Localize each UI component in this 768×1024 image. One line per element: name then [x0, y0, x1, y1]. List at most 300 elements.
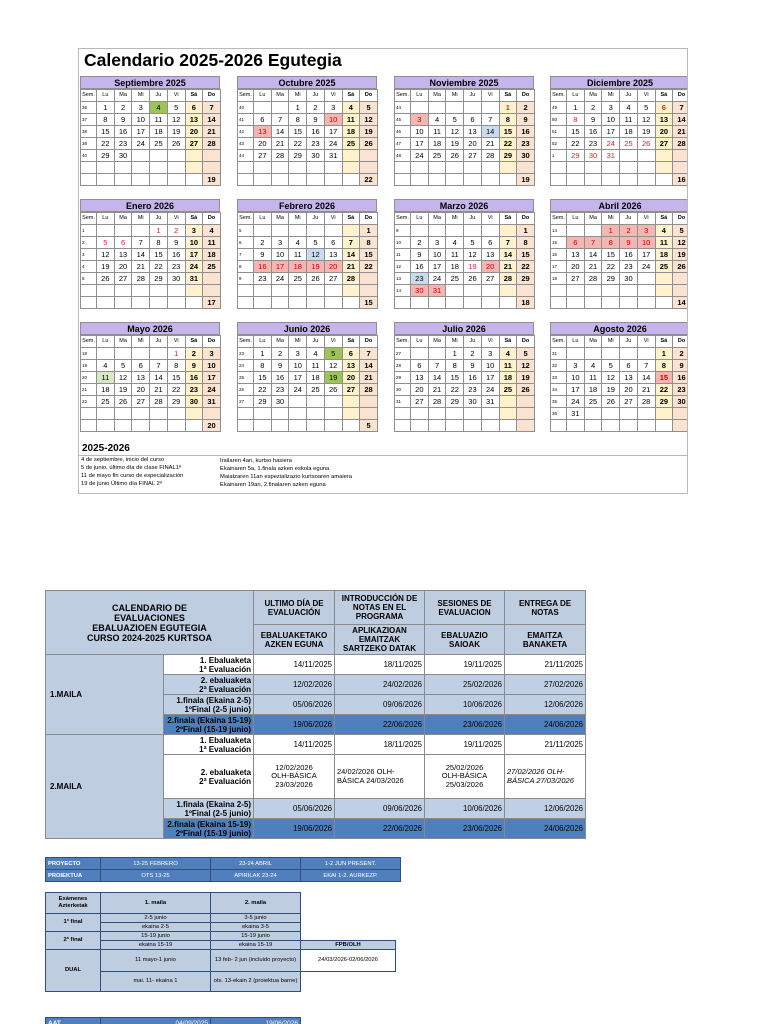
day-cell: 10 — [185, 237, 203, 249]
empty-cell — [81, 297, 97, 309]
week-number: 41 — [238, 114, 254, 126]
blank-cell — [301, 914, 396, 923]
day-cell — [360, 273, 378, 285]
day-cell — [132, 225, 150, 237]
month-total: 17 — [203, 297, 221, 309]
empty-cell — [428, 420, 446, 432]
day-cell: 13 — [132, 372, 150, 384]
day-cell: 30 — [185, 396, 203, 408]
eval-title-l1: CALENDARIO DE — [112, 602, 188, 613]
day-cell: 25 — [203, 261, 221, 273]
day-cell — [114, 162, 132, 174]
empty-cell — [289, 174, 307, 186]
day-cell: 9 — [517, 114, 535, 126]
empty-cell — [567, 174, 585, 186]
month-name: Noviembre 2025 — [394, 76, 534, 89]
empty-cell — [567, 297, 585, 309]
eval-name: 2.finala (Ekaina 15-19) 2ºFinal (15-19 junio) — [164, 715, 254, 735]
day-cell: 20 — [620, 384, 638, 396]
empty-cell — [97, 420, 115, 432]
day-cell: 28 — [342, 273, 360, 285]
empty-cell — [132, 297, 150, 309]
day-cell: 13 — [567, 249, 585, 261]
week-number: 44 — [238, 150, 254, 162]
day-cell: 2 — [517, 102, 535, 114]
day-cell — [584, 285, 602, 297]
day-cell: 14 — [271, 126, 289, 138]
project-table — [45, 857, 401, 882]
day-cell — [307, 162, 325, 174]
empty-cell — [254, 420, 272, 432]
day-cell: 26 — [602, 396, 620, 408]
week-number: 17 — [551, 261, 567, 273]
date-cell-multi: 25/02/2026 OLH-BÁSICA 25/03/2026 — [425, 755, 505, 799]
weekday-header: Lu — [254, 336, 272, 348]
month-block — [237, 322, 377, 432]
day-cell: 30 — [114, 150, 132, 162]
month-name: Marzo 2026 — [394, 199, 534, 212]
day-cell: 27 — [655, 138, 673, 150]
day-cell: 10 — [637, 237, 655, 249]
exams-col-2: 2. maila — [211, 893, 301, 914]
empty-cell — [499, 297, 517, 309]
weekday-header: Do — [203, 336, 221, 348]
weekday-header: Lu — [567, 90, 585, 102]
day-cell: 1 — [150, 225, 168, 237]
day-cell — [271, 408, 289, 420]
day-cell: 21 — [150, 384, 168, 396]
day-cell: 5 — [114, 360, 132, 372]
day-cell: 11 — [620, 114, 638, 126]
day-cell: 14 — [150, 372, 168, 384]
month-name: Mayo 2026 — [80, 322, 220, 335]
weekday-header: Ma — [584, 90, 602, 102]
exam-cell: 15-19 junio — [101, 932, 211, 941]
weekday-header: Do — [673, 336, 688, 348]
week-number: 15 — [551, 237, 567, 249]
day-cell — [499, 408, 517, 420]
day-cell: 20 — [324, 261, 342, 273]
empty-cell — [324, 420, 342, 432]
academic-calendar — [78, 48, 688, 494]
weekday-header: Lu — [254, 213, 272, 225]
day-cell: 18 — [428, 138, 446, 150]
weekday-header: Sá — [342, 90, 360, 102]
day-cell: 29 — [254, 396, 272, 408]
day-cell: 25 — [446, 273, 464, 285]
day-cell: 7 — [342, 237, 360, 249]
day-cell: 17 — [602, 126, 620, 138]
weekday-header: Do — [517, 213, 535, 225]
day-cell: 7 — [132, 237, 150, 249]
day-cell: 1 — [254, 348, 272, 360]
day-cell — [324, 285, 342, 297]
day-cell: 24 — [203, 384, 221, 396]
week-number: 4 — [81, 261, 97, 273]
day-cell: 6 — [185, 102, 203, 114]
day-cell: 2 — [185, 348, 203, 360]
day-cell: 5 — [602, 360, 620, 372]
eval-title-l4: CURSO 2024-2025 KURTSOA — [86, 632, 213, 643]
project-cell: 1-2 JUN PRESENT. — [301, 858, 401, 870]
exam-cell: ots. 13-ekain 2 (proiektua barne) — [211, 972, 301, 992]
legend-es-3: 11 de mayo fin curso de especialización — [81, 473, 184, 479]
day-cell: 9 — [271, 360, 289, 372]
day-cell: 31 — [185, 273, 203, 285]
day-cell: 26 — [324, 384, 342, 396]
day-cell: 4 — [203, 225, 221, 237]
day-cell: 12 — [324, 360, 342, 372]
weekday-header: Mi — [289, 336, 307, 348]
day-cell: 15 — [517, 249, 535, 261]
empty-cell — [481, 420, 499, 432]
week-number: 24 — [238, 360, 254, 372]
week-number: 31 — [551, 348, 567, 360]
month-days-table — [550, 335, 688, 432]
date-cell: 27/02/2026 — [505, 675, 586, 695]
day-cell — [464, 162, 482, 174]
month-block — [80, 322, 220, 432]
day-cell: 21 — [673, 126, 688, 138]
date-cell: 09/06/2026 — [335, 799, 425, 819]
day-cell: 23 — [185, 384, 203, 396]
day-cell: 10 — [271, 249, 289, 261]
date-cell: 25/02/2026 — [425, 675, 505, 695]
week-number — [81, 162, 97, 174]
exam-cell: mai. 11- ekaina 1 — [101, 972, 211, 992]
day-cell — [271, 102, 289, 114]
day-cell — [132, 348, 150, 360]
week-number: 5 — [238, 225, 254, 237]
empty-cell — [602, 297, 620, 309]
day-cell: 7 — [428, 360, 446, 372]
empty-cell — [567, 420, 585, 432]
day-cell: 3 — [289, 348, 307, 360]
day-cell — [481, 102, 499, 114]
week-number — [238, 162, 254, 174]
day-cell: 30 — [307, 150, 325, 162]
exam-cell: ekaina 2-5 — [101, 923, 211, 932]
aat-end: 19/06/2026 — [211, 1018, 301, 1024]
day-cell: 12 — [602, 372, 620, 384]
day-cell — [584, 162, 602, 174]
day-cell — [132, 408, 150, 420]
day-cell: 23 — [411, 273, 429, 285]
day-cell: 6 — [655, 102, 673, 114]
empty-cell — [271, 420, 289, 432]
weekday-header: Ma — [114, 336, 132, 348]
day-cell — [517, 408, 535, 420]
maila-2-label: 2.MAILA — [46, 735, 164, 839]
weekday-header: Ma — [271, 90, 289, 102]
day-cell: 20 — [114, 261, 132, 273]
weekday-header: Vi — [324, 213, 342, 225]
weekday-header: Do — [673, 90, 688, 102]
week-number: 14 — [551, 225, 567, 237]
week-number: 10 — [395, 237, 411, 249]
day-cell: 15 — [97, 126, 115, 138]
day-cell — [584, 225, 602, 237]
day-cell — [271, 285, 289, 297]
day-cell: 3 — [271, 237, 289, 249]
day-cell: 24 — [411, 150, 429, 162]
day-cell — [167, 285, 185, 297]
day-cell: 29 — [150, 273, 168, 285]
day-cell: 17 — [271, 261, 289, 273]
day-cell: 9 — [307, 114, 325, 126]
weekday-header: Vi — [167, 213, 185, 225]
day-cell — [428, 408, 446, 420]
day-cell: 3 — [567, 360, 585, 372]
day-cell: 23 — [464, 384, 482, 396]
weekday-header: Sá — [499, 90, 517, 102]
day-cell: 26 — [307, 273, 325, 285]
day-cell: 21 — [428, 384, 446, 396]
day-cell: 29 — [567, 150, 585, 162]
day-cell: 30 — [464, 396, 482, 408]
day-cell — [637, 273, 655, 285]
day-cell: 4 — [97, 360, 115, 372]
empty-cell — [324, 174, 342, 186]
day-cell: 4 — [307, 348, 325, 360]
day-cell — [655, 408, 673, 420]
empty-cell — [411, 297, 429, 309]
weekday-header: Vi — [637, 336, 655, 348]
empty-cell — [395, 297, 411, 309]
day-cell: 17 — [567, 384, 585, 396]
maila-1-label: 1.MAILA — [46, 655, 164, 735]
day-cell — [584, 348, 602, 360]
day-cell: 5 — [673, 225, 688, 237]
weekday-header: Sá — [499, 336, 517, 348]
day-cell: 16 — [307, 126, 325, 138]
week-number: 29 — [395, 372, 411, 384]
week-number: 30 — [395, 384, 411, 396]
day-cell: 5 — [517, 348, 535, 360]
day-cell: 6 — [464, 114, 482, 126]
day-cell: 13 — [324, 249, 342, 261]
day-cell: 23 — [271, 384, 289, 396]
day-cell: 27 — [620, 396, 638, 408]
day-cell — [307, 396, 325, 408]
empty-cell — [584, 297, 602, 309]
day-cell — [185, 150, 203, 162]
empty-cell — [150, 420, 168, 432]
weekday-header: Do — [360, 336, 378, 348]
day-cell — [567, 225, 585, 237]
blank-cell — [301, 932, 396, 941]
date-cell: 18/11/2025 — [335, 735, 425, 755]
month-total: 20 — [203, 420, 221, 432]
day-cell — [114, 348, 132, 360]
day-cell: 8 — [499, 114, 517, 126]
empty-cell — [132, 420, 150, 432]
day-cell — [150, 408, 168, 420]
empty-cell — [342, 174, 360, 186]
day-cell: 7 — [150, 360, 168, 372]
week-number: 36 — [81, 102, 97, 114]
empty-cell — [97, 297, 115, 309]
week-number: 27 — [395, 348, 411, 360]
week-number: 43 — [238, 138, 254, 150]
day-cell: 3 — [481, 348, 499, 360]
day-cell — [620, 150, 638, 162]
day-cell: 21 — [584, 261, 602, 273]
day-cell: 12 — [360, 114, 378, 126]
weekday-header: Ju — [464, 90, 482, 102]
day-cell: 25 — [150, 138, 168, 150]
empty-cell — [602, 174, 620, 186]
day-cell: 7 — [271, 114, 289, 126]
month-total: 19 — [517, 174, 535, 186]
weekday-header: Sá — [342, 213, 360, 225]
day-cell: 8 — [602, 237, 620, 249]
empty-cell — [620, 297, 638, 309]
week-number: 9 — [238, 273, 254, 285]
date-cell: 19/11/2025 — [425, 735, 505, 755]
day-cell — [114, 285, 132, 297]
day-cell: 1 — [289, 102, 307, 114]
day-cell: 27 — [324, 273, 342, 285]
day-cell: 12 — [114, 372, 132, 384]
day-cell — [655, 285, 673, 297]
day-cell — [637, 150, 655, 162]
day-cell — [360, 285, 378, 297]
day-cell: 5 — [307, 237, 325, 249]
weekday-header: Sem. — [551, 336, 567, 348]
month-total: 14 — [673, 297, 688, 309]
empty-cell — [185, 420, 203, 432]
day-cell: 29 — [655, 396, 673, 408]
empty-cell — [481, 297, 499, 309]
day-cell: 3 — [602, 102, 620, 114]
day-cell — [271, 225, 289, 237]
week-number: 32 — [551, 360, 567, 372]
date-cell: 12/02/2026 — [254, 675, 335, 695]
weekday-header: Vi — [167, 90, 185, 102]
empty-cell — [551, 297, 567, 309]
empty-cell — [464, 420, 482, 432]
day-cell — [342, 396, 360, 408]
day-cell: 19 — [114, 384, 132, 396]
day-cell: 27 — [481, 273, 499, 285]
week-number: 16 — [551, 249, 567, 261]
date-cell: 14/11/2025 — [254, 655, 335, 675]
exam-cell: ekaina 3-5 — [211, 923, 301, 932]
weekday-header: Vi — [481, 213, 499, 225]
day-cell: 19 — [673, 249, 688, 261]
empty-cell — [481, 174, 499, 186]
day-cell: 2 — [673, 348, 688, 360]
day-cell — [254, 225, 272, 237]
week-number: 18 — [551, 273, 567, 285]
week-number: 1 — [551, 150, 567, 162]
week-number: 12 — [395, 261, 411, 273]
day-cell: 7 — [637, 360, 655, 372]
day-cell — [620, 348, 638, 360]
empty-cell — [620, 174, 638, 186]
month-days-table — [237, 89, 378, 186]
day-cell: 1 — [167, 348, 185, 360]
project-label: PROYECTO — [46, 858, 101, 870]
day-cell: 24 — [185, 261, 203, 273]
day-cell: 22 — [97, 138, 115, 150]
day-cell: 5 — [360, 102, 378, 114]
day-cell: 6 — [324, 237, 342, 249]
empty-cell — [464, 174, 482, 186]
date-cell: 18/11/2025 — [335, 655, 425, 675]
day-cell: 8 — [567, 114, 585, 126]
day-cell: 24 — [289, 384, 307, 396]
day-cell — [428, 102, 446, 114]
day-cell: 31 — [428, 285, 446, 297]
exams-col-1: 1. maila — [101, 893, 211, 914]
weekday-header: Ju — [307, 213, 325, 225]
day-cell: 23 — [254, 273, 272, 285]
day-cell — [307, 285, 325, 297]
month-name: Febrero 2026 — [237, 199, 377, 212]
month-days-table — [394, 335, 535, 432]
weekday-header: Do — [517, 336, 535, 348]
empty-cell — [342, 420, 360, 432]
week-number: 34 — [551, 384, 567, 396]
exam-cell: ekaina 15-19 — [101, 941, 211, 950]
empty-cell — [551, 174, 567, 186]
day-cell — [464, 225, 482, 237]
blank-cell — [301, 972, 396, 992]
day-cell — [655, 162, 673, 174]
week-number — [395, 408, 411, 420]
day-cell: 18 — [307, 372, 325, 384]
day-cell: 20 — [185, 126, 203, 138]
date-cell: 10/06/2026 — [425, 799, 505, 819]
day-cell: 29 — [289, 150, 307, 162]
day-cell: 19 — [307, 261, 325, 273]
day-cell — [132, 285, 150, 297]
month-name: Agosto 2026 — [550, 322, 688, 335]
day-cell: 25 — [97, 396, 115, 408]
day-cell: 2 — [584, 102, 602, 114]
month-total: 19 — [203, 174, 221, 186]
date-cell: 24/02/2026 — [335, 675, 425, 695]
weekday-header: Ma — [271, 336, 289, 348]
week-number: 8 — [238, 261, 254, 273]
weekday-header: Ju — [150, 213, 168, 225]
weekday-header: Mi — [132, 336, 150, 348]
day-cell: 17 — [203, 372, 221, 384]
eval-name: 2. ebaluaketa 2ª Evaluación — [164, 675, 254, 695]
day-cell: 25 — [289, 273, 307, 285]
day-cell — [307, 225, 325, 237]
day-cell: 29 — [517, 273, 535, 285]
day-cell — [499, 396, 517, 408]
weekday-header: Vi — [167, 336, 185, 348]
day-cell: 4 — [584, 360, 602, 372]
date-cell: 19/06/2026 — [254, 819, 335, 839]
day-cell — [620, 285, 638, 297]
week-number: 22 — [81, 396, 97, 408]
month-name: Diciembre 2025 — [550, 76, 688, 89]
weekday-header: Sá — [342, 336, 360, 348]
day-cell: 6 — [620, 360, 638, 372]
week-number: 19 — [81, 360, 97, 372]
day-cell: 24 — [428, 273, 446, 285]
weekday-header: Sem. — [395, 90, 411, 102]
week-number: 23 — [238, 348, 254, 360]
aat-table — [45, 1017, 301, 1024]
day-cell: 21 — [271, 138, 289, 150]
weekday-header: Lu — [97, 213, 115, 225]
